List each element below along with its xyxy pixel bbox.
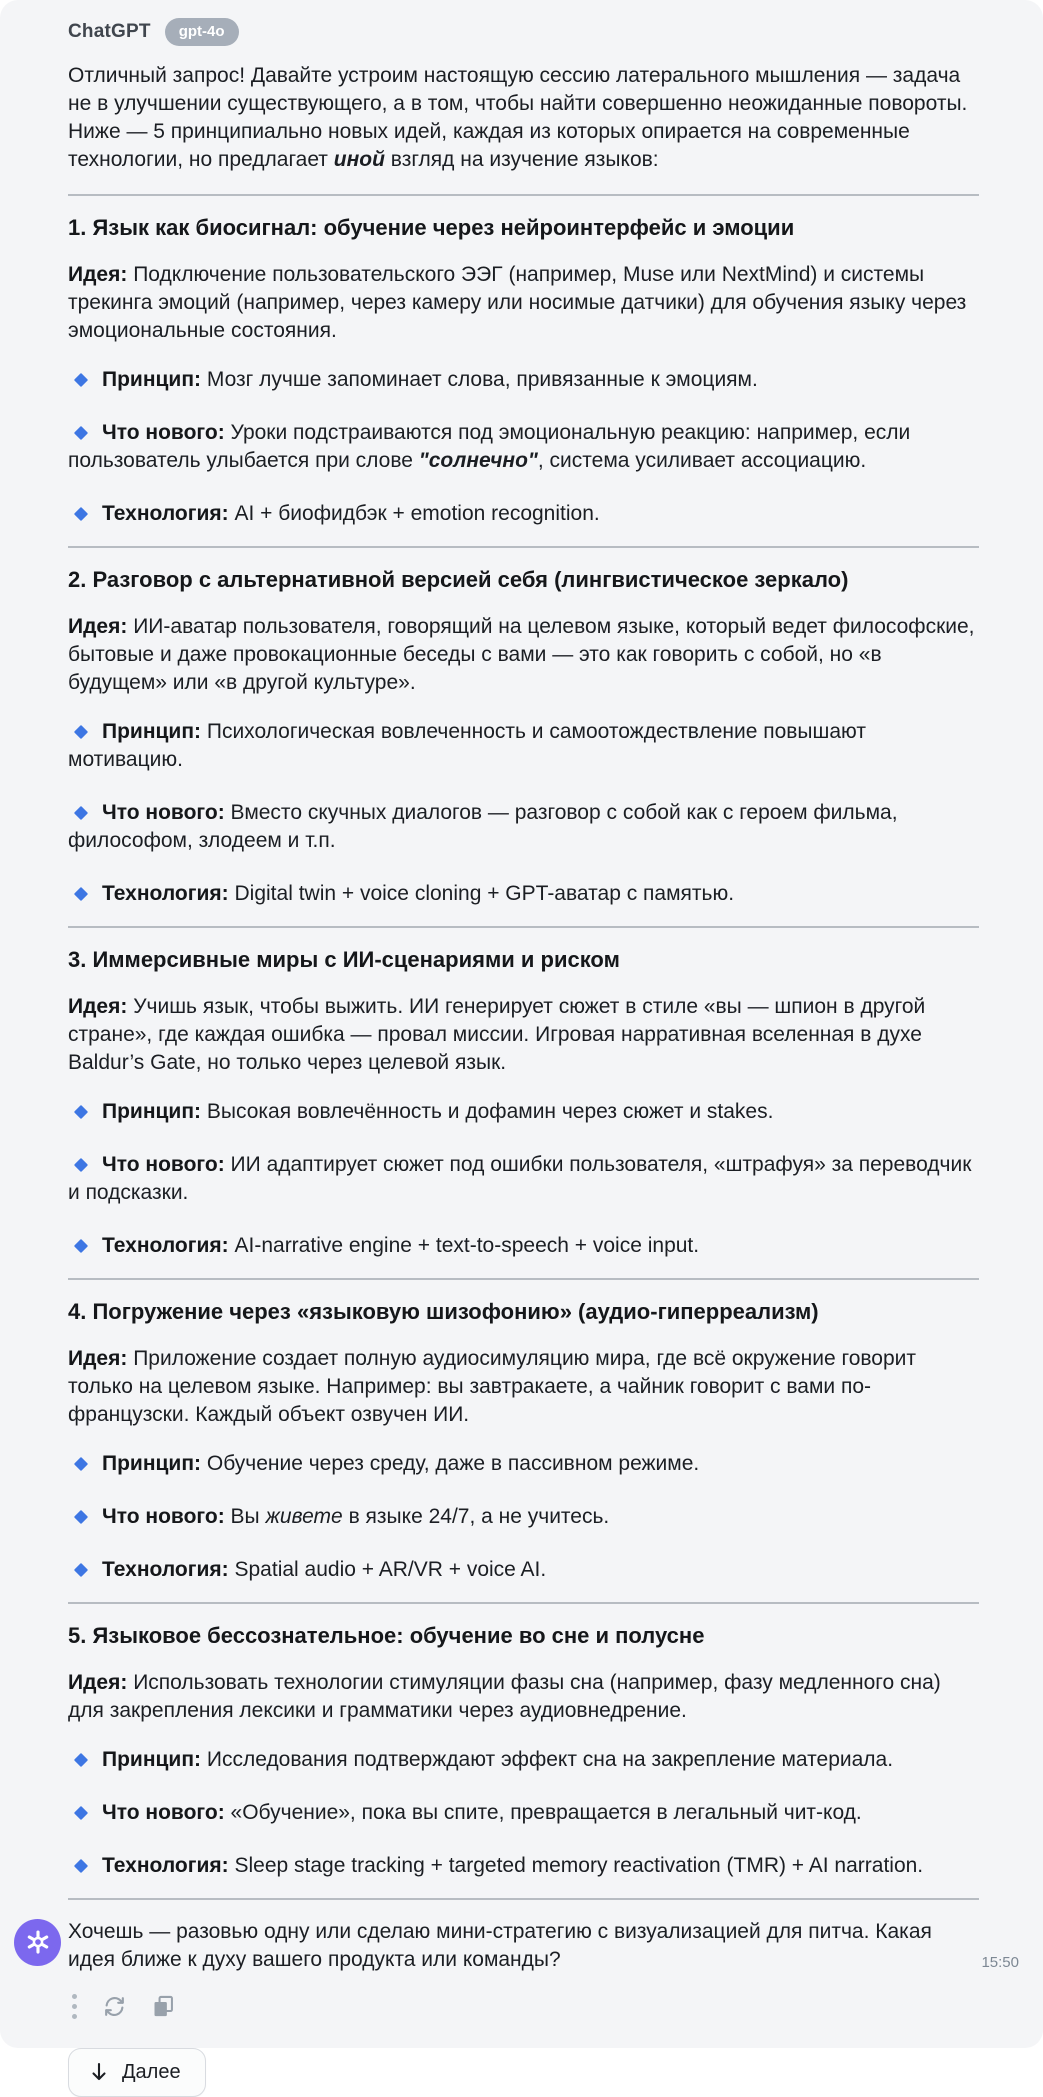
- copy-icon-glyph: [150, 1993, 177, 2020]
- diamond-bullet-icon: [74, 1157, 88, 1171]
- diamond-bullet-icon: [74, 1509, 88, 1523]
- bullet-technology: [68, 500, 979, 528]
- section-title: 4. Погружение через «языковую шизофонию» (аудио-гиперреализм): [68, 1298, 819, 1324]
- idea-text: Использовать технологии стимуляции фазы сна (например, фазу медленного сна) для закрепления лексики и грамматики через аудиовнедрение.: [68, 1670, 941, 1722]
- idea-text: Приложение создает полную аудиосимуляцию мира, где всё окружение говорит только на целевом языке. Например: вы завтракаете, а чайник говорит с вами по-французски. Каждый объект озвучен ИИ.: [68, 1346, 916, 1426]
- bullet-whats-new: [68, 1503, 979, 1531]
- section-2: [68, 566, 979, 908]
- bullet-text: ИИ адаптирует сюжет под ошибки пользователя, «штрафуя» за переводчик и подсказки.: [68, 1152, 972, 1204]
- bullet-principle: [68, 1098, 979, 1126]
- bullet-technology: [68, 880, 979, 908]
- kebab-dot: [72, 1994, 77, 1999]
- diamond-bullet-icon: [74, 1805, 88, 1819]
- bullet-principle: [68, 1450, 979, 1478]
- chat-header: [68, 12, 979, 46]
- bullet-text: Исследования подтверждают эффект сна на закрепление материала.: [206, 1747, 894, 1771]
- kebab-menu-icon[interactable]: [70, 1992, 79, 2021]
- divider: [68, 1898, 979, 1900]
- section-1: [68, 214, 979, 528]
- idea-label: Идея:: [68, 614, 128, 638]
- bullet-label: Что нового:: [102, 800, 225, 824]
- divider: [68, 926, 979, 928]
- diamond-bullet-icon: [74, 425, 88, 439]
- bullet-text: AI-narrative engine + text-to-speech + voice input.: [234, 1233, 700, 1257]
- bullet-text: Высокая вовлечённость и дофамин через сюжет и stakes.: [206, 1099, 774, 1123]
- bullet-label: Принцип:: [102, 1451, 202, 1475]
- bullet-whats-new: [68, 1151, 979, 1207]
- message-actions: [70, 1990, 979, 2024]
- bullet-text: Мозг лучше запоминает слова, привязанные к эмоциям.: [206, 367, 758, 391]
- diamond-bullet-icon: [74, 1456, 88, 1470]
- divider: [68, 546, 979, 548]
- bullet-text: Психологическая вовлеченность и самоотождествление повышают мотивацию.: [68, 719, 866, 771]
- divider: [68, 1602, 979, 1604]
- app-name: ChatGPT: [68, 20, 151, 42]
- bullet-label: Принцип:: [102, 1747, 202, 1771]
- diamond-bullet-icon: [74, 1104, 88, 1118]
- diamond-bullet-icon: [74, 886, 88, 900]
- section-3: [68, 946, 979, 1260]
- kebab-dot: [72, 2004, 77, 2009]
- intro-part1: Отличный запрос! Давайте устроим настоящую сессию латерального мышления — задача не в улучшении существующего, а в том, чтобы найти совершенно неожиданные повороты. Ниже — 5 принципиально новых идей, каждая из которых опирается на современные технологии, но предлагает: [68, 63, 968, 171]
- bullet-label: Технология:: [102, 1853, 229, 1877]
- bullet-label: Что нового:: [102, 420, 225, 444]
- bullet-label: Что нового:: [102, 1800, 225, 1824]
- section-5: [68, 1622, 979, 1880]
- divider: [68, 194, 979, 196]
- bullet-text: «Обучение», пока вы спите, превращается в легальный чит-код.: [230, 1800, 862, 1824]
- arrow-down-icon: [89, 2061, 109, 2083]
- section-title: 2. Разговор с альтернативной версией себя (лингвистическое зеркало): [68, 566, 849, 592]
- bullet-label: Технология:: [102, 501, 229, 525]
- intro-emphasis: иной: [333, 147, 385, 171]
- idea-label: Идея:: [68, 994, 128, 1018]
- diamond-bullet-icon: [74, 372, 88, 386]
- intro-paragraph: [68, 62, 979, 174]
- bullet-label: Принцип:: [102, 367, 202, 391]
- diamond-bullet-icon: [74, 1238, 88, 1252]
- section-title: 3. Иммерсивные миры с ИИ-сценариями и риском: [68, 946, 620, 972]
- bullet-text: в языке 24/7, а не учитесь.: [342, 1504, 610, 1528]
- closing-text: Хочешь — разовью одну или сделаю мини-стратегию с визуализацией для питча. Какая идея ближе к духу вашего продукта или команды?: [68, 1919, 932, 1971]
- bullet-principle: [68, 1746, 979, 1774]
- idea-text: Подключение пользовательского ЭЭГ (например, Muse или NextMind) и системы трекинга эмоций (например, через камеру или носимые датчики) для обучения языку через эмоциональные состояния.: [68, 262, 967, 342]
- section-idea: [68, 993, 979, 1077]
- bullet-whats-new: [68, 419, 979, 475]
- diamond-bullet-icon: [74, 805, 88, 819]
- copy-icon[interactable]: [150, 1993, 177, 2020]
- bullet-label: Технология:: [102, 1557, 229, 1581]
- section-title: 1. Язык как биосигнал: обучение через нейроинтерфейс и эмоции: [68, 214, 795, 240]
- bullet-technology: [68, 1232, 979, 1260]
- bullet-text: Уроки подстраиваются под эмоциональную реакцию: например, если пользователь улыбается при слове: [68, 420, 911, 472]
- bullet-whats-new: [68, 799, 979, 855]
- diamond-bullet-icon: [74, 1752, 88, 1766]
- idea-text: ИИ-аватар пользователя, говорящий на целевом языке, который ведет философские, бытовые и даже провокационные беседы с вами — это как говорить с собой, но «в будущем» или «в другой культуре».: [68, 614, 975, 694]
- section-idea: [68, 261, 979, 345]
- bullet-label: Технология:: [102, 881, 229, 905]
- bullet-label: Принцип:: [102, 1099, 202, 1123]
- section-idea: [68, 1345, 979, 1429]
- bullet-label: Технология:: [102, 1233, 229, 1257]
- bullet-text: Обучение через среду, даже в пассивном режиме.: [206, 1451, 700, 1475]
- diamond-bullet-icon: [74, 506, 88, 520]
- next-button-label: Далее: [122, 2060, 181, 2083]
- bullet-text: Spatial audio + AR/VR + voice AI.: [234, 1557, 547, 1581]
- idea-text: Учишь язык, чтобы выжить. ИИ генерирует сюжет в стиле «вы — шпион в другой стране», где каждая ошибка — провал миссии. Игровая нарративная вселенная в духе Baldur’s Gate, но только через целевой язык.: [68, 994, 926, 1074]
- section-4: [68, 1298, 979, 1584]
- bullet-label: Что нового:: [102, 1152, 225, 1176]
- bullet-emphasis: "солнечно": [418, 448, 538, 472]
- bullet-whats-new: [68, 1799, 979, 1827]
- model-badge: gpt-4o: [165, 18, 239, 46]
- openai-logo-icon: [23, 1927, 53, 1957]
- divider: [68, 1278, 979, 1280]
- bullet-text: Digital twin + voice cloning + GPT-аватар с памятью.: [234, 881, 735, 905]
- diamond-bullet-icon: [74, 1562, 88, 1576]
- section-title: 5. Языковое бессознательное: обучение во сне и полусне: [68, 1622, 705, 1648]
- assistant-avatar: [14, 1919, 61, 1966]
- bullet-technology: [68, 1556, 979, 1584]
- bullet-text: , система усиливает ассоциацию.: [537, 448, 867, 472]
- bullet-emphasis: живете: [265, 1504, 343, 1528]
- diamond-bullet-icon: [74, 1858, 88, 1872]
- bullet-label: Принцип:: [102, 719, 202, 743]
- closing-message-row: [68, 1918, 1019, 1974]
- section-idea: [68, 1669, 979, 1725]
- bullet-principle: [68, 366, 979, 394]
- bullet-technology: [68, 1852, 979, 1880]
- diamond-bullet-icon: [74, 724, 88, 738]
- bullet-text: Sleep stage tracking + targeted memory reactivation (TMR) + AI narration.: [234, 1853, 924, 1877]
- bullet-label: Что нового:: [102, 1504, 225, 1528]
- idea-label: Идея:: [68, 1670, 128, 1694]
- bullet-text: Вы: [230, 1504, 266, 1528]
- idea-label: Идея:: [68, 262, 128, 286]
- next-button[interactable]: [68, 2048, 206, 2097]
- idea-label: Идея:: [68, 1346, 128, 1370]
- refresh-icon-glyph: [101, 1993, 128, 2020]
- kebab-dot: [72, 2014, 77, 2019]
- bullet-principle: [68, 718, 979, 774]
- bullet-text: AI + биофидбэк + emotion recognition.: [234, 501, 600, 525]
- intro-part2: взгляд на изучение языков:: [384, 147, 659, 171]
- message-timestamp: 15:50: [981, 1953, 1019, 1971]
- bullet-text: Вместо скучных диалогов — разговор с собой как с героем фильма, философом, злодеем и т.п.: [68, 800, 898, 852]
- section-idea: [68, 613, 979, 697]
- refresh-icon[interactable]: [101, 1993, 128, 2020]
